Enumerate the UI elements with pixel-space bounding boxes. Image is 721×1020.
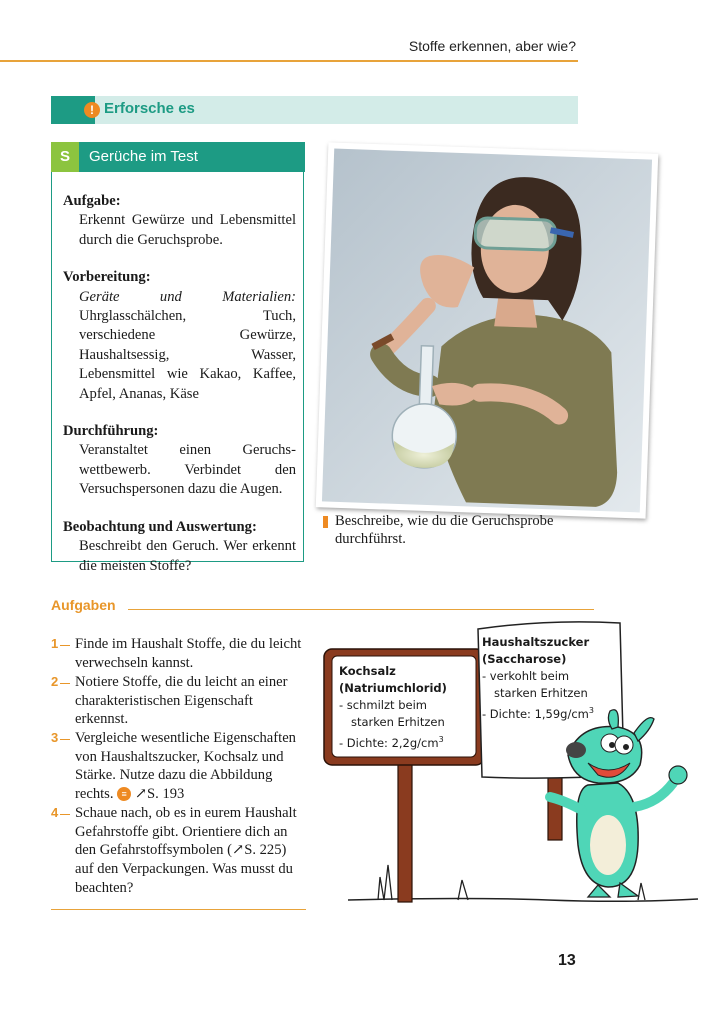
exclamation-icon: ! <box>84 102 100 118</box>
reference-icon: ≡ <box>117 787 131 801</box>
section-preparation <box>63 268 296 404</box>
experiment-title: Gerüche im Test <box>89 148 198 165</box>
section-text <box>63 288 296 404</box>
page-number: 13 <box>558 952 576 969</box>
tasks-bottom-rule <box>51 909 306 910</box>
sign-salt <box>339 663 469 752</box>
post-salt <box>398 760 412 902</box>
sign-salt-line1: - schmilzt beim <box>339 698 427 712</box>
sign-salt-line2: starken Erhitzen <box>351 715 445 729</box>
sign-sugar-density <box>482 702 622 723</box>
task-number: 4 <box>51 804 70 823</box>
sign-sugar <box>482 634 622 723</box>
sign-sugar-line1: - verkohlt beim <box>482 669 570 683</box>
materials-list: Uhrglasschälchen, Tuch, verschiedene Gewürze, Haushaltsessig, Wasser, Lebensmittel wie Kakao, Kaffee, Apfel, Ananas, Käse <box>79 308 296 402</box>
task-3 <box>51 729 307 804</box>
experiment-body <box>63 192 296 576</box>
task-text-main: Vergleiche wesentliche Eigenschaften von Haushaltszucker, Kochsalz und Stärke. Nutze dazu die Abbildung rechts. <box>75 730 296 803</box>
sign-sugar-subtitle: (Saccharose) <box>482 652 567 666</box>
tasks-rule <box>128 609 594 610</box>
task-number: 3 <box>51 729 70 748</box>
task-1 <box>51 635 307 672</box>
sign-salt-title: Kochsalz <box>339 664 396 678</box>
density-text: - Dichte: 1,59g/cm <box>482 706 589 721</box>
photo-smell-test <box>316 142 659 518</box>
task-2 <box>51 673 307 729</box>
photo-caption: Beschreibe, wie du die Geruchsprobe durchführst. <box>335 513 554 547</box>
task-text-part: Schaue nach, ob es in eurem Haushalt Gefahrstoffe gibt. Orientiere dich an den Gefahrstoffsymbolen ( <box>75 805 297 859</box>
section-text: Veranstaltet einen Geruchswettbewerb. Verbindet den Versuchspersonen dazu die Augen. <box>79 442 296 498</box>
section-task <box>63 192 296 250</box>
task-number: 1 <box>51 635 70 654</box>
task-text: Finde im Haushalt Stoffe, die du leicht verwechseln kannst. <box>75 636 302 671</box>
task-text <box>75 729 307 804</box>
task-number: 2 <box>51 673 70 692</box>
page-reference[interactable]: S. 225 <box>244 842 282 859</box>
photo-illustration <box>316 142 659 518</box>
section-observation <box>63 518 296 576</box>
section-procedure <box>63 422 296 500</box>
header-rule <box>0 60 578 62</box>
task-text: Notiere Stoffe, die du leicht an einer charakteristischen Eigenschaft erkennst. <box>75 674 288 728</box>
task-text-part: ) auf den Verpackungen. Was musst du beachten? <box>75 842 293 896</box>
sign-sugar-line2: starken Erhitzen <box>494 686 588 700</box>
running-head: Stoffe erkennen, aber wie? <box>408 38 576 54</box>
sign-sugar-title: Haushaltszucker <box>482 635 590 649</box>
section-heading: Beobachtung und Auswertung: <box>63 518 257 535</box>
section-text: Beschreibt den Geruch. Wer erkennt die meisten Stoffe? <box>79 538 296 574</box>
materials-label: Geräte und Materialien: <box>79 288 296 305</box>
section-heading: Aufgabe: <box>63 193 121 209</box>
tasks-title: Aufgaben <box>51 597 116 613</box>
section-heading: Vorbereitung: <box>63 269 151 286</box>
density-text: - Dichte: 2,2g/cm <box>339 735 439 750</box>
section-heading: Durchführung: <box>63 423 159 440</box>
caption-marker <box>323 516 328 528</box>
density-exponent: 3 <box>438 735 444 744</box>
arrow-icon: ↗ <box>231 842 245 859</box>
section-text: Erkennt Gewürze und Lebensmittel durch die Geruchsprobe. <box>79 212 296 248</box>
sign-salt-subtitle: (Natriumchlorid) <box>339 681 447 695</box>
experiment-tag: S <box>51 142 79 172</box>
page-reference[interactable]: S. 193 <box>147 786 185 803</box>
task-text <box>75 804 307 898</box>
task-4 <box>51 804 307 898</box>
sign-salt-density <box>339 731 469 752</box>
explore-title: Erforsche es <box>104 100 195 117</box>
arrow-icon: ↗ <box>134 786 148 803</box>
density-exponent: 3 <box>588 706 594 715</box>
